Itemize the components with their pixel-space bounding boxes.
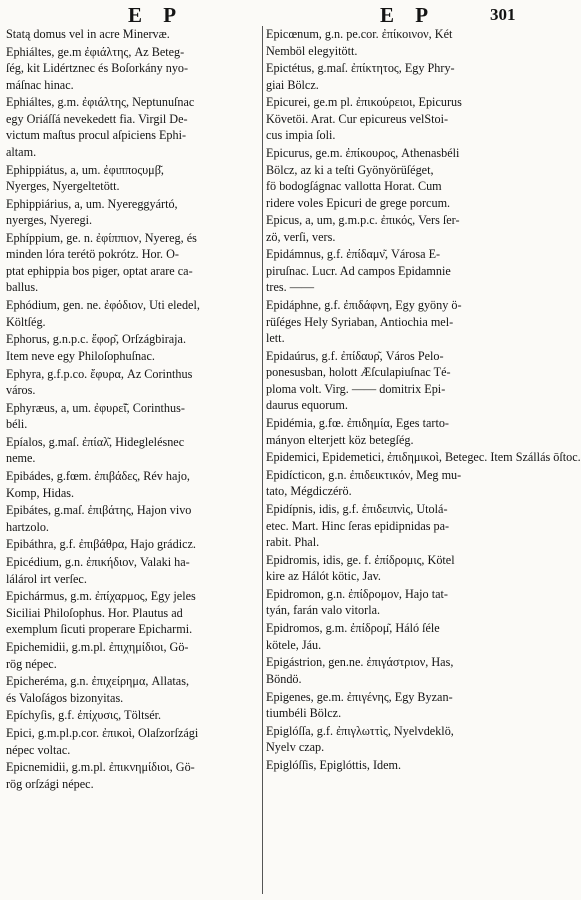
dictionary-entry	[6, 588, 258, 638]
dictionary-entry	[6, 639, 258, 672]
dictionary-entry	[6, 554, 258, 587]
entry-line: ponesusban, holott Æſculapiuſnac Té-	[266, 365, 451, 380]
entry-line: giai Bölcz.	[266, 77, 319, 92]
entry-headline: Epichemidii, g.m.pl. ἐπιχημίδιοι, Gö-	[6, 640, 189, 654]
dictionary-entry	[266, 689, 524, 722]
entry-line: Bölcz, az ki a teſti Gyönyörüſéget,	[266, 162, 434, 177]
dictionary-entry	[266, 246, 524, 296]
dictionary-entry	[266, 467, 524, 500]
left-column	[6, 26, 258, 793]
entry-headline: Ephyra, g.f.p.co. ἔφυρα, Az Corinthus	[6, 366, 193, 381]
dictionary-entry	[266, 415, 524, 448]
entry-headline: Epibáthra, g.f. ἐπιβάθρα, Hajo grádicz.	[6, 537, 196, 552]
dictionary-entry	[6, 759, 258, 792]
entry-line: neme.	[6, 451, 36, 466]
page-number: 301	[490, 5, 516, 24]
entry-line: ſég, kit Lidértznec és Boſorkány nyo-	[6, 61, 189, 76]
entry-headline: Epidícticon, g.n. ἐπιδεικτικόν, Meg mu-	[266, 467, 462, 482]
entry-line: rabit. Phal.	[266, 535, 320, 550]
dictionary-entry	[6, 366, 258, 399]
dictionary-entry	[6, 26, 258, 43]
entry-headline: Ephódium, gen. ne. ἐφόδιον, Uti eledel,	[6, 298, 200, 313]
entry-line: Böndö.	[266, 671, 302, 686]
entry-line: Költſég.	[6, 314, 46, 329]
entry-line: lett.	[266, 331, 285, 346]
entry-headline: Epidromos, g.m. ἐπίδρομ͂, Háló ſéle	[266, 621, 440, 636]
right-column	[266, 26, 581, 775]
entry-headline: Epici, g.m.pl.p.cor. ἐπικοὶ, Olaſzorſzági	[6, 726, 199, 741]
entry-line: máſnac hinac.	[6, 77, 74, 92]
entry-line: altam.	[6, 144, 37, 159]
entry-headline: Epictétus, g.maſ. ἐπίκτητος, Egy Phry-	[266, 61, 455, 76]
entry-headline: Epicurus, ge.m. ἐπίκουρος, Athenasbéli	[266, 146, 460, 161]
dictionary-entry	[266, 94, 524, 144]
dictionary-entry	[6, 707, 258, 724]
entry-line: ptat ephippia bos piger, optat arare ca-	[6, 263, 193, 278]
entry-headline: Epicœnum, g.n. pe.cor. ἐπίκοινον, Két	[266, 27, 453, 41]
entry-headline: Ephíppium, ge. n. ἐφίππιον, Nyereg, és	[6, 230, 197, 245]
dictionary-entry	[6, 673, 258, 706]
entry-line: Komp, Hidas.	[6, 485, 75, 500]
entry-headline: Statą domus vel in acre Minervæ.	[6, 27, 170, 41]
dictionary-entry	[6, 94, 258, 160]
entry-line: város.	[6, 383, 36, 397]
entry-line: etec. Mart. Hinc ſeras epidipnidas pa-	[266, 518, 450, 533]
entry-line: Követöi. Arat. Cur epicureus velStoi-	[266, 111, 449, 126]
entry-headline: Epidromis, idis, ge. f. ἐπίδρομις, Kötel	[266, 552, 455, 567]
dictionary-entry	[266, 26, 524, 59]
entry-headline: Ephorus, g.n.p.c. ἔφορ͂, Orſzágbiraja.	[6, 332, 187, 347]
entry-line: Nemböl elegyitött.	[266, 43, 358, 58]
entry-line: rög orſzági népec.	[6, 776, 94, 791]
dictionary-entry	[266, 501, 524, 551]
entry-line: ridere voles Epicuri de grege porcum.	[266, 195, 451, 210]
entry-line: Nyelv czap.	[266, 740, 325, 755]
entry-headline: Epidemici, Epidemetici, ἐπιδημικοὶ, Betegec. Item Szállás ōſtoc.	[266, 450, 581, 465]
entry-line: és Valoſágos bizonyitas.	[6, 690, 124, 705]
dictionary-entry	[6, 468, 258, 501]
entry-line: hartzolo.	[6, 519, 49, 534]
entry-line: nyerges, Nyeregi.	[6, 213, 93, 228]
dictionary-entry	[266, 449, 581, 466]
entry-headline: Epidáphne, g.f. ἐπιδάφνη, Egy gyöny ö-	[266, 298, 462, 313]
dictionary-entry	[6, 230, 258, 296]
entry-line: ballus.	[6, 280, 39, 295]
entry-line: Siciliai Philoſophus. Hor. Plautus ad	[6, 605, 183, 620]
entry-line: népec voltac.	[6, 742, 71, 757]
entry-headline: Epidémia, g.fœ. ἐπιδημία, Eges tarto-	[266, 416, 449, 430]
entry-line: victum maſtus procul aſpiciens Ephi-	[6, 128, 187, 143]
dictionary-entry	[266, 620, 524, 653]
dictionary-entry	[6, 725, 258, 758]
dictionary-entry	[6, 162, 258, 195]
entry-line: kötele, Jáu.	[266, 637, 322, 652]
dictionary-entry	[266, 348, 524, 414]
entry-line: béli.	[6, 417, 28, 432]
entry-headline: Epíchyſis, g.f. ἐπίχυσις, Töltsér.	[6, 708, 162, 723]
dictionary-entry	[266, 60, 524, 93]
entry-headline: Ephippiárius, a, um. Nyereggyártó,	[6, 196, 178, 211]
dictionary-entry	[6, 434, 258, 467]
dictionary-entry	[266, 723, 524, 756]
dictionary-entry	[266, 297, 524, 347]
entry-headline: Epíalos, g.maſ. ἐπίαλ͂, Hideglelésnec	[6, 434, 185, 449]
entry-line: Nyerges, Nyergeltetött.	[6, 179, 120, 194]
entry-line: exemplum ſicuti properare Epicharmi.	[6, 622, 193, 637]
entry-line: kire az Hálót kötic, Jav.	[266, 569, 381, 584]
entry-line: rög népec.	[6, 656, 57, 671]
entry-headline: Epiglóſſa, g.f. ἐπιγλωττὶς, Nyelvdeklö,	[266, 723, 454, 738]
entry-headline: Epichármus, g.m. ἐπίχαρμος, Egy jeles	[6, 589, 196, 604]
entry-line: fö bodogſágnac vallotta Horat. Cum	[266, 179, 442, 194]
dictionary-entry	[266, 552, 524, 585]
entry-headline: Epigenes, ge.m. ἐπιγένης, Egy Byzan-	[266, 689, 453, 704]
entry-line: lálárol irt verſec.	[6, 571, 87, 586]
dictionary-entry	[6, 44, 258, 94]
entry-line: tiumbéli Bölcz.	[266, 706, 342, 720]
dictionary-entry	[266, 145, 524, 211]
entry-headline: Epidípnis, idis, g.f. ἐπιδειπνὶς, Utolá-	[266, 502, 448, 517]
running-head-left: E P	[128, 3, 185, 27]
entry-headline: Epidaúrus, g.f. ἐπίδαυρ͂, Város Pelo-	[266, 348, 444, 363]
entry-line: egy Oriáſſá nevekedett fia. Virgil De-	[6, 111, 188, 126]
entry-headline: Ephiáltes, g.m. ἐφιάλτης, Neptunuſnac	[6, 95, 195, 110]
entry-headline: Epidromon, g.n. ἐπίδρομον, Hajo tat-	[266, 586, 448, 601]
entry-line: tato, Mégdiczérö.	[266, 484, 352, 499]
entry-headline: Epicus, a, um, g.m.p.c. ἐπικός, Vers ſer-	[266, 213, 460, 228]
entry-line: Item neve egy Philoſophuſnac.	[6, 348, 155, 363]
column-divider	[262, 26, 263, 894]
entry-headline: Epibádes, g.fœm. ἐπιβάδες, Rév hajo,	[6, 469, 190, 484]
entry-headline: Epicédium, g.n. ἐπικήδιον, Valaki ha-	[6, 555, 190, 570]
entry-headline: Epicurei, ge.m pl. ἐπικούρειοι, Epicurus	[266, 95, 462, 110]
entry-headline: Epicheréma, g.n. ἐπιχείρημα, Allatas,	[6, 674, 190, 689]
entry-line: tres. ——	[266, 280, 315, 295]
entry-headline: Ephippiátus, a, um. ἐφιπποςυμβ͂,	[6, 162, 164, 177]
entry-line: tyán, farán valo vitorla.	[266, 603, 381, 618]
entry-headline: Ephiáltes, ge.m ἐφιάλτης, Az Beteg-	[6, 44, 185, 59]
entry-headline: Epiglóſſis, Epiglóttis, Idem.	[266, 757, 402, 772]
dictionary-entry	[6, 502, 258, 535]
dictionary-entry	[266, 586, 524, 619]
entry-line: minden lóra terétö pokrótz. Hor. O-	[6, 247, 179, 262]
entry-headline: Epicnemidii, g.m.pl. ἐπικνημίδιοι, Gö-	[6, 760, 195, 775]
entry-headline: Epibátes, g.maſ. ἐπιβάτης, Hajon vivo	[6, 503, 192, 518]
entry-line: piruſnac. Lucr. Ad campos Epidamnie	[266, 263, 451, 278]
entry-headline: Epigástrion, gen.ne. ἐπιγάστριον, Has,	[266, 655, 454, 670]
dictionary-entry	[6, 196, 258, 229]
dictionary-entry	[6, 297, 258, 330]
entry-line: daurus equorum.	[266, 398, 348, 413]
running-head-right: E P	[380, 3, 437, 27]
dictionary-entry	[6, 400, 258, 433]
dictionary-entry	[266, 757, 524, 774]
entry-line: zö, verſi, vers.	[266, 229, 336, 244]
entry-line: mányon elterjett köz betegſég.	[266, 432, 414, 447]
page-header	[0, 2, 529, 27]
dictionary-entry	[266, 654, 524, 687]
entry-headline: Epidámnus, g.f. ἐπίδαμν͂, Városa E-	[266, 247, 441, 262]
dictionary-entry	[266, 212, 524, 245]
entry-line: cus impia ſoli.	[266, 128, 336, 143]
entry-line: ploma volt. Virg. —— domitrix Epi-	[266, 381, 446, 396]
entry-line: rüſéges Hely Syriaban, Antiochia mel-	[266, 314, 454, 329]
entry-headline: Ephyræus, a, um. ἐφυρεῖ͂, Corinthus-	[6, 400, 185, 415]
dictionary-entry	[6, 536, 258, 553]
dictionary-entry	[6, 331, 258, 364]
